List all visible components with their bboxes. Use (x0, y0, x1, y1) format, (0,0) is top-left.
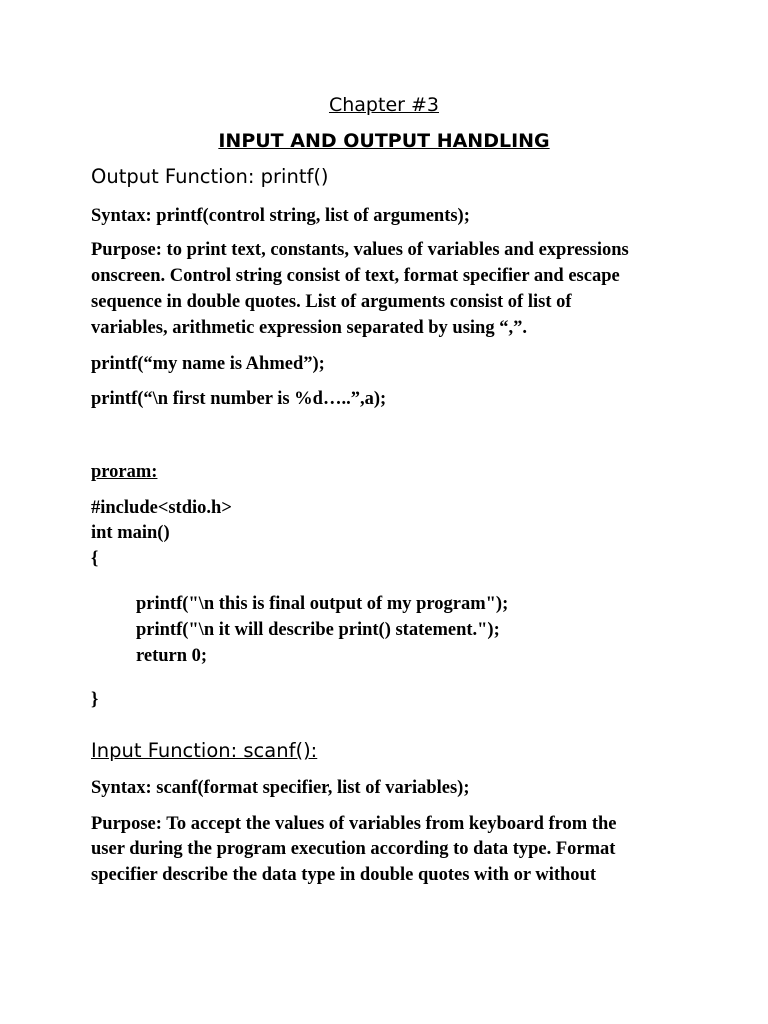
program-body-line-3: return 0; (136, 646, 208, 666)
chapter-title: INPUT AND OUTPUT HANDLING (218, 130, 550, 152)
program-line-open-brace: { (91, 549, 99, 569)
printf-example-1: printf(“my name is Ahmed”); (91, 354, 325, 374)
output-function-heading: Output Function: printf() (91, 165, 329, 188)
program-line-include: #include<stdio.h> (91, 498, 232, 518)
input-purpose-line-2: user during the program execution according to data type. Format (91, 839, 616, 859)
printf-example-2: printf(“\n first number is %d…..”,a); (91, 389, 387, 409)
output-purpose-line-1: Purpose: to print text, constants, values of variables and expressions (91, 240, 629, 260)
program-body-line-2: printf("\n it will describe print() statement."); (136, 620, 500, 640)
input-purpose-line-1: Purpose: To accept the values of variables from keyboard from the (91, 814, 617, 834)
program-label: proram: (91, 462, 158, 482)
input-function-heading: Input Function: scanf(): (91, 739, 318, 762)
program-body-line-1: printf("\n this is final output of my program"); (136, 594, 509, 614)
output-purpose-line-2: onscreen. Control string consist of text, format specifier and escape (91, 266, 620, 286)
input-purpose-line-3: specifier describe the data type in double quotes with or without (91, 865, 596, 885)
program-line-close-brace: } (91, 690, 99, 710)
input-syntax: Syntax: scanf(format specifier, list of variables); (91, 778, 470, 798)
output-purpose-line-3: sequence in double quotes. List of arguments consist of list of (91, 292, 572, 312)
output-syntax: Syntax: printf(control string, list of arguments); (91, 206, 470, 226)
chapter-number: Chapter #3 (328, 94, 439, 116)
program-line-main: int main() (91, 523, 170, 543)
output-purpose-line-4: variables, arithmetic expression separated by using “,”. (91, 318, 527, 338)
